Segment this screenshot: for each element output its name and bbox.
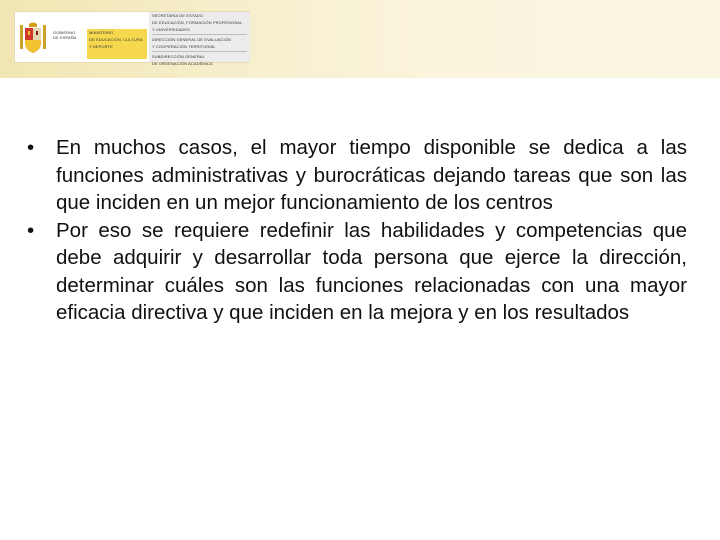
secretaria-divider bbox=[152, 34, 247, 35]
ministerio-line-3: Y DEPORTE bbox=[89, 44, 113, 49]
bullet-dot-icon: • bbox=[27, 136, 35, 159]
secretaria-line-3: Y UNIVERSIDADES bbox=[152, 27, 190, 32]
bullet-text-2: Por eso se requiere redefinir las habilidades y competencias que debe adquirir y desarrollar toda persona que ejerce la dirección, determinar cuáles son las funciones relacionadas con una mayor eficacia directiva y que inciden en la mejora y en los resultados bbox=[56, 218, 687, 324]
gobierno-line-2: DE ESPAÑA bbox=[53, 35, 77, 40]
ministerio-label bbox=[87, 29, 147, 59]
secretaria-line-4: DIRECCIÓN GENERAL DE EVALUACIÓN bbox=[152, 37, 231, 42]
ministerio-line-1: MINISTERIO bbox=[89, 30, 114, 35]
secretaria-line-5: Y COOPERACIÓN TERRITORIAL bbox=[152, 44, 216, 49]
bullet-dot-icon: • bbox=[27, 218, 35, 242]
bullet-item-1 bbox=[25, 134, 687, 217]
ministry-logo bbox=[14, 11, 250, 66]
secretaria-line-7: DE ORDENACIÓN ACADÉMICA bbox=[152, 61, 213, 66]
bullet-list bbox=[25, 134, 687, 327]
gobierno-line-1: GOBIERNO bbox=[53, 30, 76, 35]
secretaria-divider-2 bbox=[152, 51, 247, 52]
spain-coat-of-arms-icon bbox=[20, 22, 46, 54]
secretaria-line-2: DE EDUCACIÓN, FORMACIÓN PROFESIONAL bbox=[152, 20, 243, 25]
header-band bbox=[0, 0, 720, 78]
secretaria-line-1: SECRETARÍA DE ESTADO bbox=[152, 13, 203, 18]
gobierno-de-espana-label bbox=[53, 30, 83, 56]
bullet-text-1: En muchos casos, el mayor tiempo disponible se dedica a las funciones administrativas y burocráticas dejando tareas que son las que inciden en un mejor funcionamiento de los centros bbox=[56, 136, 687, 214]
bullet-item-2 bbox=[25, 217, 687, 327]
ministerio-line-2: DE EDUCACIÓN, CULTURA bbox=[89, 37, 143, 42]
secretaria-line-6: SUBDIRECCIÓN GENERAL bbox=[152, 54, 205, 59]
secretaria-label bbox=[149, 12, 250, 66]
